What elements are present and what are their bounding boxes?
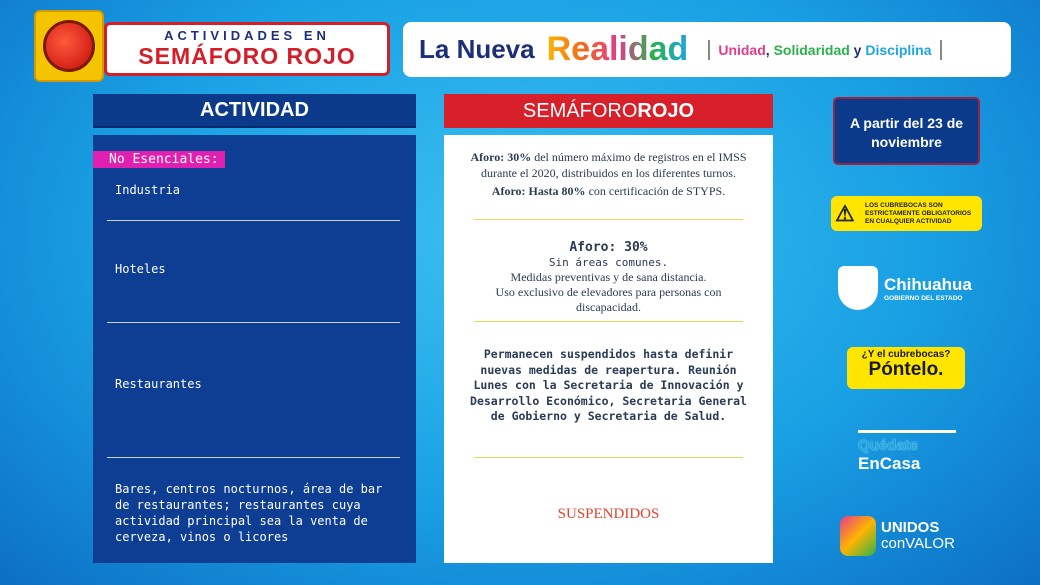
row-hoteles: Hoteles: [115, 262, 166, 276]
pontelo-text-2: Póntelo.: [868, 359, 944, 380]
brand-banner: [403, 22, 1011, 77]
chihuahua-logo: [838, 266, 972, 310]
warning-icon: ⚠: [835, 200, 855, 226]
bares-status: SUSPENDIDOS: [557, 506, 660, 522]
row-industria: Industria: [115, 183, 181, 197]
divider: [107, 322, 400, 323]
state-map-icon: [840, 516, 876, 556]
title-box: [104, 22, 390, 76]
hoteles-line: Medidas preventivas y de sana distancia.: [510, 270, 707, 284]
divider: [474, 457, 743, 458]
hoteles-line: Sin áreas comunes.: [548, 256, 669, 269]
valor-text: conVALOR: [881, 535, 955, 552]
aforo-bold: Aforo: 30%: [470, 150, 532, 164]
restaurantes-rules: Permanecen suspendidos hasta definir nuevas medidas de reapertura. Reunión Lunes con la Secretaria de Innovación y Desarrollo Económico, Secretaria General de Gobierno y Secretaria de Salud.: [470, 347, 747, 423]
pontelo-badge: [847, 347, 965, 389]
brand-text-1: La Nueva: [419, 34, 535, 64]
divider: [107, 457, 400, 458]
warning-text: LOS CUBREBOCAS SON ESTRICTAMENTE OBLIGATORIOS EN CUALQUIER ACTIVIDAD: [865, 201, 972, 225]
heading-a: SEMÁFORO: [522, 99, 638, 122]
brand-text-2: Realidad: [546, 30, 689, 68]
quedate-en-casa-logo: [858, 430, 956, 474]
hoteles-line: Uso exclusivo de elevadores para personas con discapacidad.: [495, 285, 722, 314]
slogan-a: Unidad: [718, 41, 766, 58]
slogan-sep: ,: [765, 41, 774, 58]
date-box: A partir del 23 de noviembre: [833, 97, 980, 165]
coat-of-arms-icon: [838, 266, 878, 310]
divider: [474, 219, 743, 220]
mask-warning: [831, 196, 982, 231]
semaforo-heading: [444, 94, 773, 128]
unidos-text: UNIDOS: [881, 519, 940, 536]
home-text-2: EnCasa: [858, 454, 921, 473]
unidos-con-valor-logo: [840, 516, 955, 556]
slogan: [708, 40, 941, 60]
header-semaforo: [34, 10, 390, 76]
semaforo-panel: [444, 135, 773, 563]
gov-name: Chihuahua: [884, 274, 972, 294]
row-restaurantes: Restaurantes: [115, 377, 202, 391]
slogan-sep: y: [849, 41, 866, 58]
divider: [107, 220, 400, 221]
aforo-text: con certificación de STYPS.: [585, 184, 726, 198]
divider: [474, 321, 743, 322]
heading-b: ROJO: [637, 99, 695, 122]
industria-rules: [464, 149, 753, 199]
title-kicker: ACTIVIDADES EN: [164, 28, 330, 43]
hoteles-aforo: Aforo: 30%: [569, 240, 648, 255]
slogan-b: Solidaridad: [773, 41, 850, 58]
hoteles-rules: [474, 240, 743, 315]
gov-sub: GOBIERNO DEL ESTADO: [884, 294, 963, 302]
aforo-text: del número máximo de registros en el IMSS durante el 2020, distribuidos en los diferentes turnos.: [481, 150, 747, 180]
slogan-c: Disciplina: [865, 41, 932, 58]
actividad-panel: [93, 135, 416, 563]
home-text-1: Quédate: [858, 437, 919, 454]
page-title: SEMÁFORO ROJO: [138, 43, 356, 69]
pontelo-text-1: ¿Y el cubrebocas?: [861, 349, 951, 360]
row-bares: Bares, centros nocturnos, área de bar de restaurantes; restaurantes cuya actividad principal sea la venta de cerveza, vinos o licores: [115, 482, 383, 544]
no-esenciales-badge: No Esenciales:: [93, 151, 225, 168]
aforo-bold: Aforo: Hasta 80%: [491, 184, 586, 198]
traffic-light-icon: [34, 10, 104, 82]
actividad-heading: ACTIVIDAD: [93, 94, 416, 128]
